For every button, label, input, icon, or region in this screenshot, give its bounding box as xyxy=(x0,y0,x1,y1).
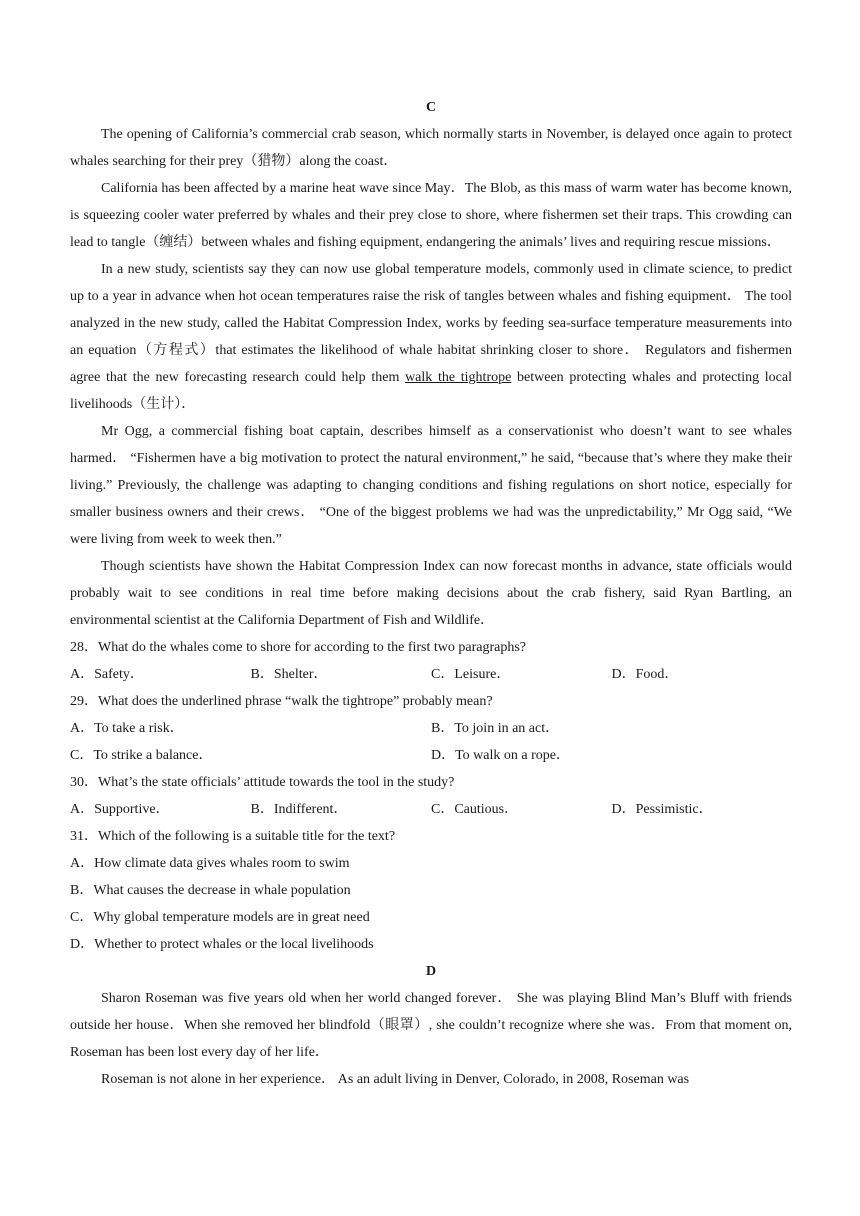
passage-c-paragraph-5: Though scientists have shown the Habitat Compression Index can now forecast months in advance, state officials would probably wait to see conditions in real time before making decisions about the crab fishery, said Ryan Bartling, an environmental scientist at the California Department of Fish and Wildlife． xyxy=(70,559,792,628)
q29-option-a: A．To take a risk． xyxy=(70,721,184,736)
q29-option-b: B．To join in an act． xyxy=(431,721,560,736)
question-30-options xyxy=(70,796,792,823)
question-29-stem: 29．What does the underlined phrase “walk the tightrope” probably mean? xyxy=(70,694,493,709)
paragraph-3-text: In a new study, scientists say they can now use global temperature models, commonly used in climate science, to predict up to a year in advance when hot ocean temperatures raise the risk of tangles between whales and fishing equipment． The tool analyzed in the new study, called the Habitat Compression Index, works by feeding sea-surface temperature measurements into an equation（方程式）that estimates the likelihood of whale habitat shrinking closer to shore． Regulators and fishermen agree that the new forecasting research could help them xyxy=(70,262,792,385)
q29-option-d: D．To walk on a rope． xyxy=(431,748,570,763)
question-28-options xyxy=(70,661,792,688)
q31-option-c: C．Why global temperature models are in great need xyxy=(70,910,370,925)
q30-option-a: A．Supportive． xyxy=(70,802,170,817)
q31-option-b: B．What causes the decrease in whale population xyxy=(70,883,351,898)
question-28-stem: 28．What do the whales come to shore for according to the first two paragraphs? xyxy=(70,640,527,655)
q28-option-b: B．Shelter． xyxy=(250,667,328,682)
q29-option-c: C．To strike a balance． xyxy=(70,748,213,763)
q28-option-c: C．Leisure． xyxy=(431,667,511,682)
section-c-heading: C xyxy=(425,100,437,115)
paragraph-3-tail: between protecting whales and protecting local livelihoods（生计）． xyxy=(70,370,792,412)
q31-option-a: A．How climate data gives whales room to swim xyxy=(70,856,350,871)
q28-option-d: D．Food． xyxy=(611,667,679,682)
passage-d-paragraph-2: Roseman is not alone in her experience． As an adult living in Denver, Colorado, in 2008, Roseman was xyxy=(101,1072,690,1087)
question-29-options-row-2 xyxy=(70,742,792,769)
q31-option-d: D．Whether to protect whales or the local livelihoods xyxy=(70,937,374,952)
underlined-phrase: walk the tightrope xyxy=(405,370,512,385)
question-29-options-row-1 xyxy=(70,715,792,742)
passage-c-paragraph-1: The opening of California’s commercial crab season, which normally starts in November, is delayed once again to protect whales searching for their prey（猎物）along the coast． xyxy=(70,127,792,169)
passage-c-paragraph-2: California has been affected by a marine heat wave since May．The Blob, as this mass of warm water has become known, is squeezing cooler water preferred by whales and their prey close to shore, where fishermen set their traps. This crowding can lead to tangle（缠结）between whales and fishing equipment, endangering the animals’ lives and requiring rescue missions． xyxy=(70,181,792,250)
q28-option-a: A．Safety． xyxy=(70,667,144,682)
question-31-stem: 31．Which of the following is a suitable title for the text? xyxy=(70,829,396,844)
passage-c-paragraph-4: Mr Ogg, a commercial fishing boat captain, describes himself as a conservationist who doesn’t want to see whales harmed． “Fishermen have a big motivation to protect the natural environment,” he said, “because that’s where they make their living.” Previously, the challenge was adapting to changing conditions and fishing regulations on short notice, especially for smaller business owners and their crews． “One of the biggest problems we had was the unpredictability,” Mr Ogg said, “We were living from week to week then.” xyxy=(70,424,792,547)
q30-option-d: D．Pessimistic． xyxy=(611,802,713,817)
passage-c-paragraph-3 xyxy=(70,256,792,418)
passage-d-paragraph-1: Sharon Roseman was five years old when her world changed forever． She was playing Blind Man’s Bluff with friends outside her house．When she removed her blindfold（眼罩）, she couldn’t recognize where she was．From that moment on, Roseman has been lost every day of her life． xyxy=(70,991,792,1060)
section-d-heading: D xyxy=(425,964,437,979)
question-30-stem: 30．What’s the state officials’ attitude towards the tool in the study? xyxy=(70,775,455,790)
q30-option-b: B．Indifferent． xyxy=(250,802,348,817)
q30-option-c: C．Cautious． xyxy=(431,802,519,817)
